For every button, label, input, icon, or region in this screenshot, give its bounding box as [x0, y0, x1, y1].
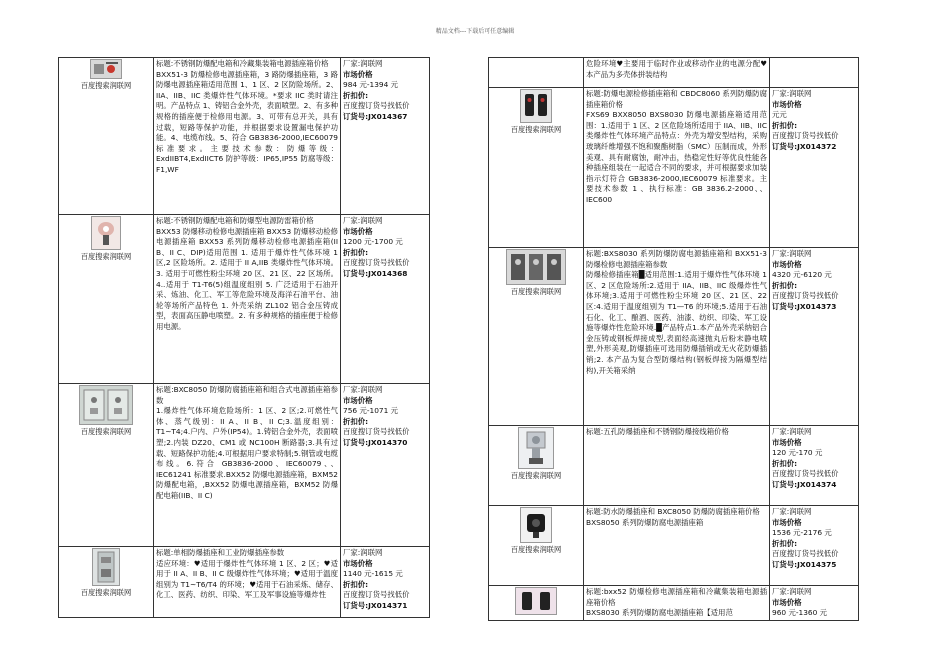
- table-row: [489, 426, 859, 506]
- product-photo-icon: [91, 216, 121, 250]
- price-cell: [770, 506, 859, 586]
- market-price-label: 市场价格: [343, 558, 373, 568]
- product-title: 标题:防水防爆插座和 BXC8050 防爆防腐插座箱价格: [586, 507, 760, 516]
- market-price-label: 市场价格: [343, 395, 373, 405]
- order-number: 订货号:JX014373: [772, 301, 837, 311]
- product-description: BXX51-3 防爆检修电源插座箱，3 路防爆插座箱，3 路防爆电源插座箱适用范围 1、1 区、2 区防险场所。2、IIA、IIB、IIC 类爆炸性气体环境。*要求 IIC 类时请注明。产品特点 1、铸铝合金外壳，表面喷塑。2、有多种规格的插座便于检修用电源。3、可带有总开关，具有过载，短路等保护功能，并根据要求设置漏电保护功能。4、电缆布线。5、符合 GB3836-2000,IEC60079 标准要求。主要技术参数：防爆等级：ExdIIBT4,ExdIICT6 防护等级：IP65,IP55 防腐等级：F1,WF: [156, 69, 339, 174]
- discount-text: 百度搜订货号找低价: [343, 258, 410, 268]
- market-price-label: 市场价格: [343, 226, 373, 236]
- product-title: 标题:不锈钢防爆配电箱和冷藏集装箱电源插座箱价格: [156, 59, 329, 68]
- image-caption: 百度搜索润联网: [80, 588, 132, 597]
- product-image-cell: [489, 88, 584, 248]
- discount-text: 百度搜订货号找低价: [772, 131, 839, 141]
- product-description-cell: [154, 215, 341, 384]
- product-title: 标题:BXC8050 防爆防腐插座箱和组合式电源插座箱参数: [156, 385, 338, 405]
- product-description-cell: [584, 426, 770, 506]
- left-column: [58, 57, 430, 618]
- factory-label: 厂家:润联网: [772, 427, 812, 436]
- image-caption: 百度搜索润联网: [510, 471, 562, 480]
- discount-text: 百度搜订货号找低价: [343, 427, 410, 437]
- discount-text: 百度搜订货号找低价: [772, 291, 839, 301]
- product-image-cell: [489, 506, 584, 586]
- market-price: 984 元-1394 元: [343, 80, 399, 90]
- table-row: [489, 58, 859, 88]
- price-cell: [770, 248, 859, 426]
- market-price-label: 市场价格: [772, 259, 802, 269]
- product-photo-icon: [90, 59, 122, 79]
- discount-label: 折扣价:: [343, 579, 369, 589]
- product-description-cell: [584, 248, 770, 426]
- price-cell: [341, 58, 430, 215]
- order-number: 订货号:JX014371: [343, 600, 408, 610]
- factory-label: 厂家:润联网: [772, 587, 812, 596]
- market-price: 1200 元-1700 元: [343, 237, 403, 247]
- product-description: FXS69 BXX8050 BXS8030 防爆电源插座箱适用范围：1.适用于 1 区、2 区危险场所适用于 IIA、IIB、IIC 类爆炸性气体环境产品特点：外壳为增安型结构，采购玻璃纤维增强不饱和聚酯树脂（SMC）压制而成，外形美观、具有耐腐蚀，耐冲击，热稳定性好等优良性能各种插座组装在一起适合不同的要求，并可根据要求加装指示灯符合 GB3836-2000,IEC60079 标准要求。主要技术参数 1 、执行标准：GB 3836.2-2000、、IEC600: [586, 110, 767, 204]
- market-price: 120 元-170 元: [772, 448, 823, 458]
- product-title: 标题:五孔防爆插座和不锈钢防爆接线箱价格: [586, 427, 729, 436]
- product-image-cell: [59, 384, 154, 547]
- product-photo-icon: [520, 89, 552, 123]
- discount-label: 折扣价:: [343, 416, 369, 426]
- market-price: 4320 元-6120 元: [772, 270, 832, 280]
- product-title: 标题:bxx52 防爆检修电源插座箱和冷藏集装箱电源插座箱价格: [586, 587, 767, 607]
- price-cell: [341, 547, 430, 618]
- market-price-label: 市场价格: [772, 99, 802, 109]
- product-description: 防爆检修插座箱█适用范围:1.适用于爆炸性气体环境 1 区、2 区危险场所:2.适用于 IIA、IIB、IIC 级爆炸性气体环境;3.适用于可燃性粉尘环境 20 区、21 区、22 区:4.适用于温度组别为 T1—T6 的环境;5.适用于石油石化、化工、酿酒、医药、油漆、纺织、印染、军工设施等爆炸性危险环境.█产品特点1.本产品外壳采纳铝合金压铸或钢板焊接成型,表面经高速抛丸后粉末静电喷塑,外形美观,防爆插座可选用防爆插销或无火花防爆插销;2. 本产品为复合型防爆结构(钢板焊接为隔爆型结构),开关箱采纳: [586, 270, 767, 375]
- product-description: BXS8050 系列防爆防腐电源插座箱: [586, 517, 704, 527]
- price-cell: [341, 215, 430, 384]
- factory-label: 厂家:润联网: [772, 89, 812, 98]
- product-description-cell: [584, 506, 770, 586]
- price-cell: [770, 88, 859, 248]
- discount-label: 折扣价:: [772, 538, 798, 548]
- image-caption: 百度搜索润联网: [80, 427, 132, 436]
- discount-text: 百度搜订货号找低价: [343, 590, 410, 600]
- order-number: 订货号:JX014370: [343, 437, 408, 447]
- discount-text: 百度搜订货号找低价: [772, 549, 839, 559]
- product-image-cell: [489, 58, 584, 88]
- order-number: 订货号:JX014374: [772, 479, 837, 489]
- product-description: BXX53 防爆移动检修电源插座箱 BXX53 防爆移动检修电源插座箱 BXX53 系列防爆移动检修电源插座箱(II B、II C、DIP)适用范围 1. 适用于爆炸性气体环境 1 区,2 区险场所。2. 适用于 II A,IIB 类爆炸性气体环境。3. 适用于可燃性粉尘环境 20 区、21 区、22 区场所。4..适用于 T1-T6(5)组温度组别 5. 广泛适用于石油开采、炼油、化工、军工等危险环境及海洋石油平台、油轮等场所产品特色 1. 外壳采纳 ZL102 铝合金压铸成型，表面高压静电喷塑。2. 有多种规格的插座便于检修用电源。: [156, 226, 338, 331]
- image-caption: 百度搜索润联网: [510, 287, 562, 296]
- product-description-cell: [154, 58, 341, 215]
- order-number: 订货号:JX014372: [772, 141, 837, 151]
- market-price-label: 市场价格: [772, 517, 802, 527]
- product-description: BXS8030 系列防爆防腐电源插座箱【适用范: [586, 608, 733, 618]
- discount-label: 折扣价:: [772, 280, 798, 290]
- product-image-cell: [59, 215, 154, 384]
- product-photo-icon: [506, 249, 566, 285]
- table-row: [59, 547, 430, 618]
- left-product-table: [58, 57, 430, 618]
- table-row: [59, 58, 430, 215]
- right-product-table: [488, 57, 859, 621]
- table-row: [489, 506, 859, 586]
- price-cell: [770, 58, 859, 88]
- product-photo-icon: [92, 548, 120, 586]
- factory-label: 厂家:润联网: [772, 249, 812, 258]
- page-header: 精品文档---下载后可任意编辑: [435, 28, 515, 35]
- market-price: 756 元-1071 元: [343, 406, 399, 416]
- discount-label: 折扣价:: [343, 247, 369, 257]
- factory-label: 厂家:润联网: [343, 548, 383, 557]
- discount-text: 百度搜订货号找低价: [772, 469, 839, 479]
- product-description-cell: [584, 586, 770, 621]
- product-image-cell: [59, 547, 154, 618]
- order-number: 订货号:JX014368: [343, 268, 408, 278]
- product-image-cell: [489, 248, 584, 426]
- product-photo-icon: [79, 385, 133, 425]
- image-caption: 百度搜索润联网: [80, 252, 132, 261]
- price-cell: [770, 426, 859, 506]
- market-price: 元元: [772, 110, 787, 120]
- product-photo-icon: [520, 507, 552, 543]
- product-description: 1.爆炸性气体环境危险场所：1 区、2 区;2.可燃性气体、蒸气级别：II A、II B、II C;3.温度组别：T1~T4;4.户内、户外(IP54)。1.铸铝合金外壳，表面喷塑;2.内装 DZ20、CM1 或 NC100H 断路器;3.具有过载、短路保护功能;4.可根据用户要求特制;5.钢管或电缆布线。6.符合 GB3836-2000、IEC60079、、IEC61241 标准要求.BXX52 防爆电源插座箱，BXM52 防爆配电箱，,BXX52 防爆电源插座箱，BXM52 防爆配电箱(IIB、II C): [156, 406, 338, 500]
- product-description-cell: [584, 58, 770, 88]
- table-row: [489, 248, 859, 426]
- discount-label: 折扣价:: [343, 90, 369, 100]
- product-description-cell: [154, 384, 341, 547]
- order-number: 订货号:JX014375: [772, 559, 837, 569]
- market-price-label: 市场价格: [772, 437, 802, 447]
- image-caption: 百度搜索润联网: [510, 545, 562, 554]
- product-image-cell: [489, 586, 584, 621]
- product-title: 标题:防爆电源检修插座箱和 CBDC8060 系列防爆防腐插座箱价格: [586, 89, 767, 109]
- factory-label: 厂家:润联网: [343, 385, 383, 394]
- product-title: 标题:BXS8030 系列防爆防腐电源插座箱和 BXX51-3 防爆检修电源插座箱参数: [586, 249, 767, 269]
- discount-label: 折扣价:: [772, 458, 798, 468]
- price-cell: [341, 384, 430, 547]
- product-photo-icon: [515, 587, 557, 615]
- product-description: 适应环境：♥适用于爆炸性气体环境 1 区、2 区；♥适用于 II A、II B、II C 级爆炸性气体环境；♥适用于温度组别为 T1~T6/T4 的环境；♥适用于石油采炼、储存、化工、医药、纺织、印染、军工及军事设施等爆炸性: [156, 558, 338, 600]
- product-photo-icon: [518, 427, 554, 469]
- factory-label: 厂家:润联网: [343, 59, 383, 68]
- table-row: [59, 215, 430, 384]
- factory-label: 厂家:润联网: [343, 216, 383, 225]
- table-row: [489, 586, 859, 621]
- order-number: 订货号:JX014367: [343, 111, 408, 121]
- table-row: [489, 88, 859, 248]
- product-image-cell: [489, 426, 584, 506]
- market-price: 1140 元-1615 元: [343, 569, 403, 579]
- product-image-cell: [59, 58, 154, 215]
- image-caption: 百度搜索润联网: [80, 81, 132, 90]
- product-title: 标题:不锈钢防爆配电箱和防爆型电源防雷箱价格: [156, 216, 314, 225]
- market-price: 960 元-1360 元: [772, 608, 828, 618]
- product-description: 危险环境♥主要用于临时作业或移动作业的电源分配♥本产品为多壳体拼装结构: [586, 59, 767, 79]
- table-row: [59, 384, 430, 547]
- discount-text: 百度搜订货号找低价: [343, 101, 410, 111]
- market-price-label: 市场价格: [343, 69, 373, 79]
- product-description-cell: [584, 88, 770, 248]
- price-cell: [770, 586, 859, 621]
- market-price: 1536 元-2176 元: [772, 528, 832, 538]
- market-price-label: 市场价格: [772, 597, 802, 607]
- factory-label: 厂家:润联网: [772, 507, 812, 516]
- right-column: [488, 57, 859, 621]
- discount-label: 折扣价:: [772, 120, 798, 130]
- image-caption: 百度搜索润联网: [510, 125, 562, 134]
- product-title: 标题:单相防爆插座和工业防爆插座参数: [156, 548, 285, 557]
- product-description-cell: [154, 547, 341, 618]
